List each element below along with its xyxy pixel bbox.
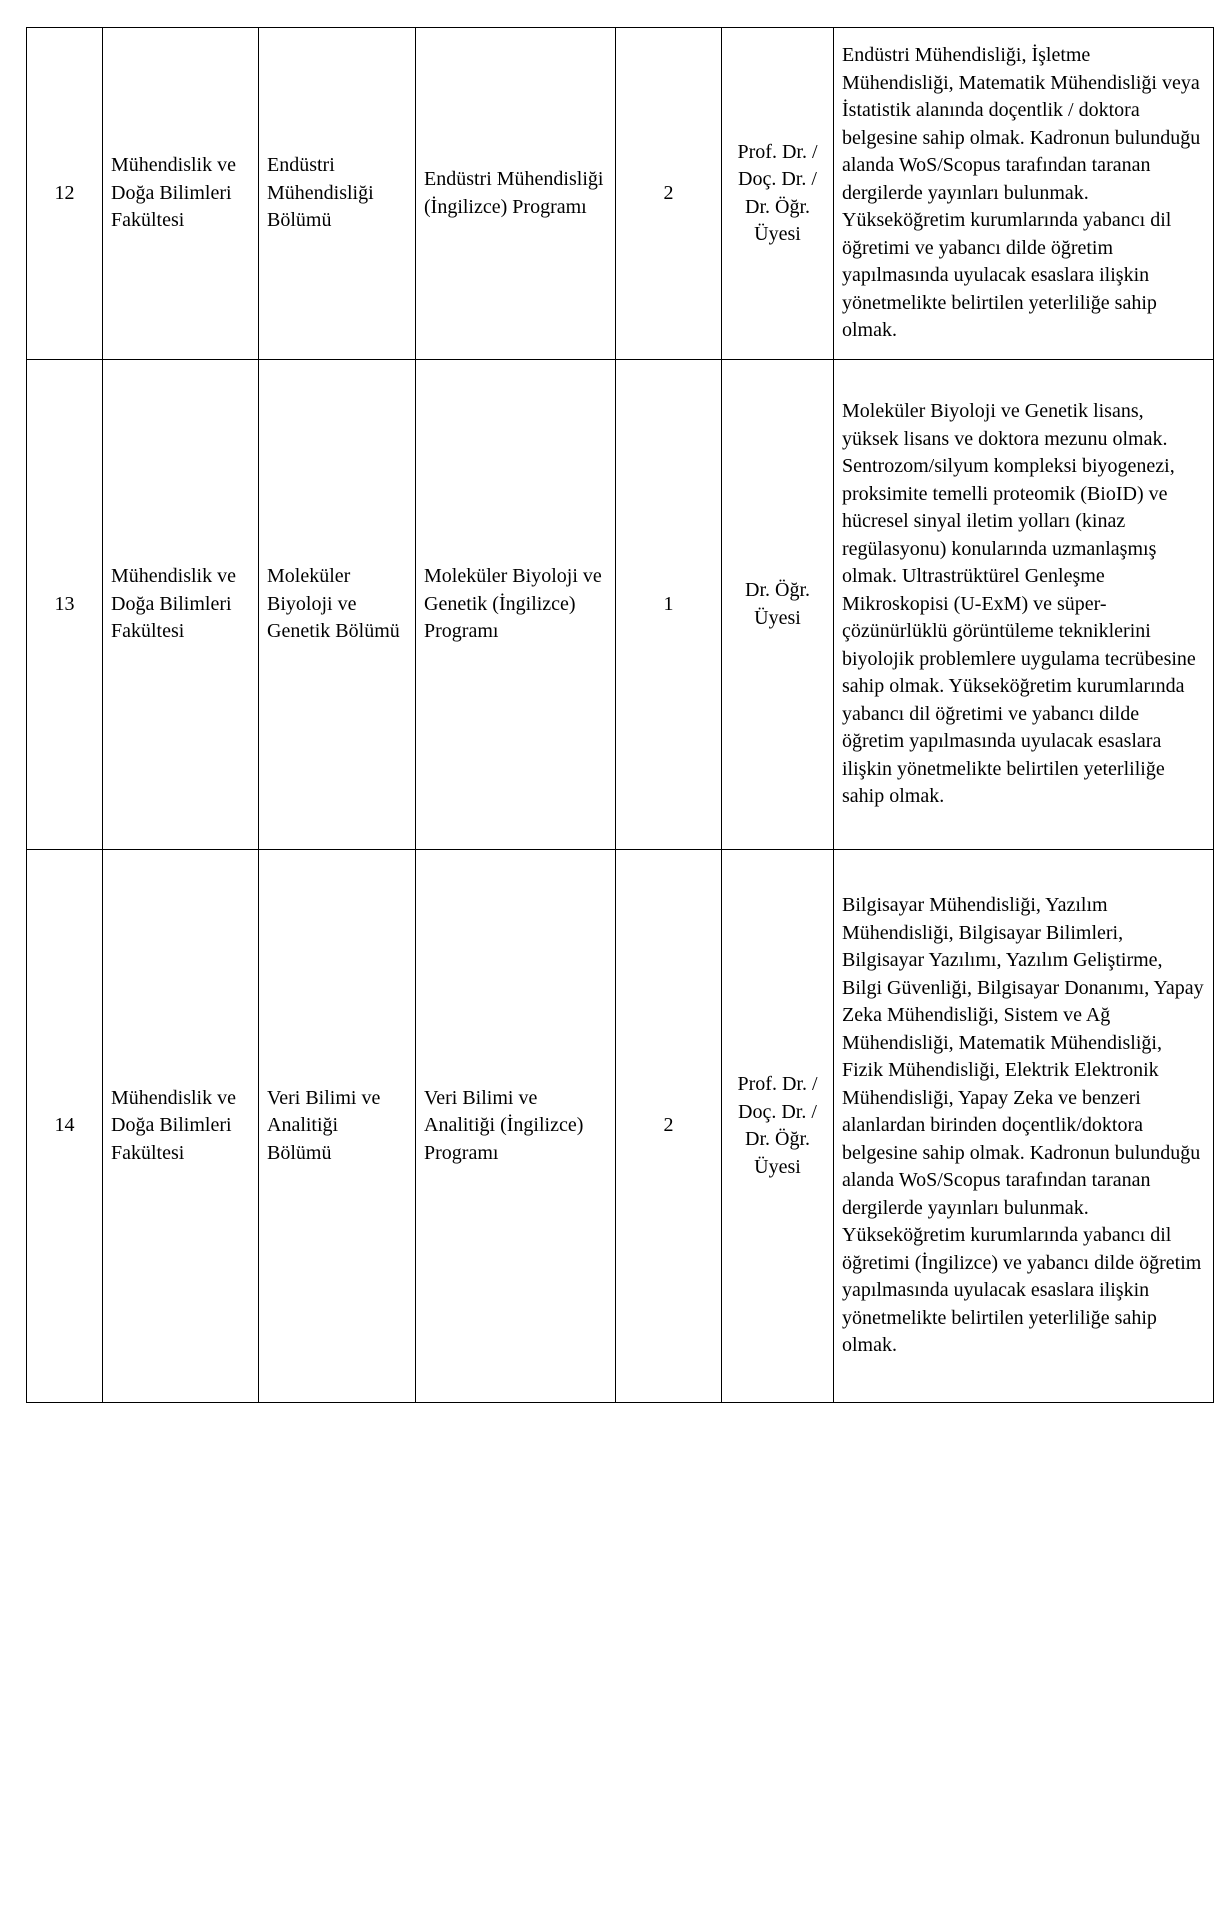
faculty-cell: Mühendislik ve Doğa Bilimleri Fakültesi: [103, 360, 259, 850]
row-number: 12: [27, 28, 103, 360]
program-cell: Moleküler Biyoloji ve Genetik (İngilizce) Programı: [416, 360, 616, 850]
staff-positions-table: [26, 27, 1214, 1403]
table-row: [27, 28, 1214, 360]
table-row: [27, 360, 1214, 850]
department-cell: Veri Bilimi ve Analitiği Bölümü: [259, 850, 416, 1403]
department-cell: Endüstri Mühendisliği Bölümü: [259, 28, 416, 360]
academic-title-cell: Dr. Öğr. Üyesi: [722, 360, 834, 850]
faculty-cell: Mühendislik ve Doğa Bilimleri Fakültesi: [103, 850, 259, 1403]
department-cell: Moleküler Biyoloji ve Genetik Bölümü: [259, 360, 416, 850]
program-cell: Veri Bilimi ve Analitiği (İngilizce) Programı: [416, 850, 616, 1403]
position-count-cell: 2: [616, 28, 722, 360]
position-count-cell: 1: [616, 360, 722, 850]
row-number: 13: [27, 360, 103, 850]
academic-title-cell: Prof. Dr. / Doç. Dr. / Dr. Öğr. Üyesi: [722, 28, 834, 360]
table-row: [27, 850, 1214, 1403]
requirements-cell: Endüstri Mühendisliği, İşletme Mühendisliği, Matematik Mühendisliği veya İstatistik alanında doçentlik / doktora belgesine sahip olmak. Kadronun bulunduğu alanda WoS/Scopus tarafından taranan dergilerde yayınları bulunmak. Yükseköğretim kurumlarında yabancı dil öğretimi ve yabancı dilde öğretim yapılmasında uyulacak esaslara ilişkin yönetmelikte belirtilen yeterliliğe sahip olmak.: [834, 28, 1214, 360]
faculty-cell: Mühendislik ve Doğa Bilimleri Fakültesi: [103, 28, 259, 360]
row-number: 14: [27, 850, 103, 1403]
requirements-cell: Bilgisayar Mühendisliği, Yazılım Mühendisliği, Bilgisayar Bilimleri, Bilgisayar Yazılımı, Yazılım Geliştirme, Bilgi Güvenliği, Bilgisayar Donanımı, Yapay Zeka Mühendisliği, Sistem ve Ağ Mühendisliği, Matematik Mühendisliği, Fizik Mühendisliği, Elektrik Elektronik Mühendisliği, Yapay Zeka ve benzeri alanlardan birinden doçentlik/doktora belgesine sahip olmak. Kadronun bulunduğu alanda WoS/Scopus tarafından taranan dergilerde yayınları bulunmak. Yükseköğretim kurumlarında yabancı dil öğretimi (İngilizce) ve yabancı dilde öğretim yapılmasında uyulacak esaslara ilişkin yönetmelikte belirtilen yeterliliğe sahip olmak.: [834, 850, 1214, 1403]
requirements-cell: Moleküler Biyoloji ve Genetik lisans, yüksek lisans ve doktora mezunu olmak. Sentrozom/silyum kompleksi biyogenezi, proksimite temelli proteomik (BioID) ve hücresel sinyal iletim yolları (kinaz regülasyonu) konularında uzmanlaşmış olmak. Ultrastrüktürel Genleşme Mikroskopisi (U-ExM) ve süper-çözünürlüklü görüntüleme tekniklerini biyolojik problemlere uygulama tecrübesine sahip olmak. Yükseköğretim kurumlarında yabancı dil öğretimi ve yabancı dilde öğretim yapılmasında uyulacak esaslara ilişkin yönetmelikte belirtilen yeterliliğe sahip olmak.: [834, 360, 1214, 850]
program-cell: Endüstri Mühendisliği (İngilizce) Programı: [416, 28, 616, 360]
position-count-cell: 2: [616, 850, 722, 1403]
academic-title-cell: Prof. Dr. / Doç. Dr. / Dr. Öğr. Üyesi: [722, 850, 834, 1403]
